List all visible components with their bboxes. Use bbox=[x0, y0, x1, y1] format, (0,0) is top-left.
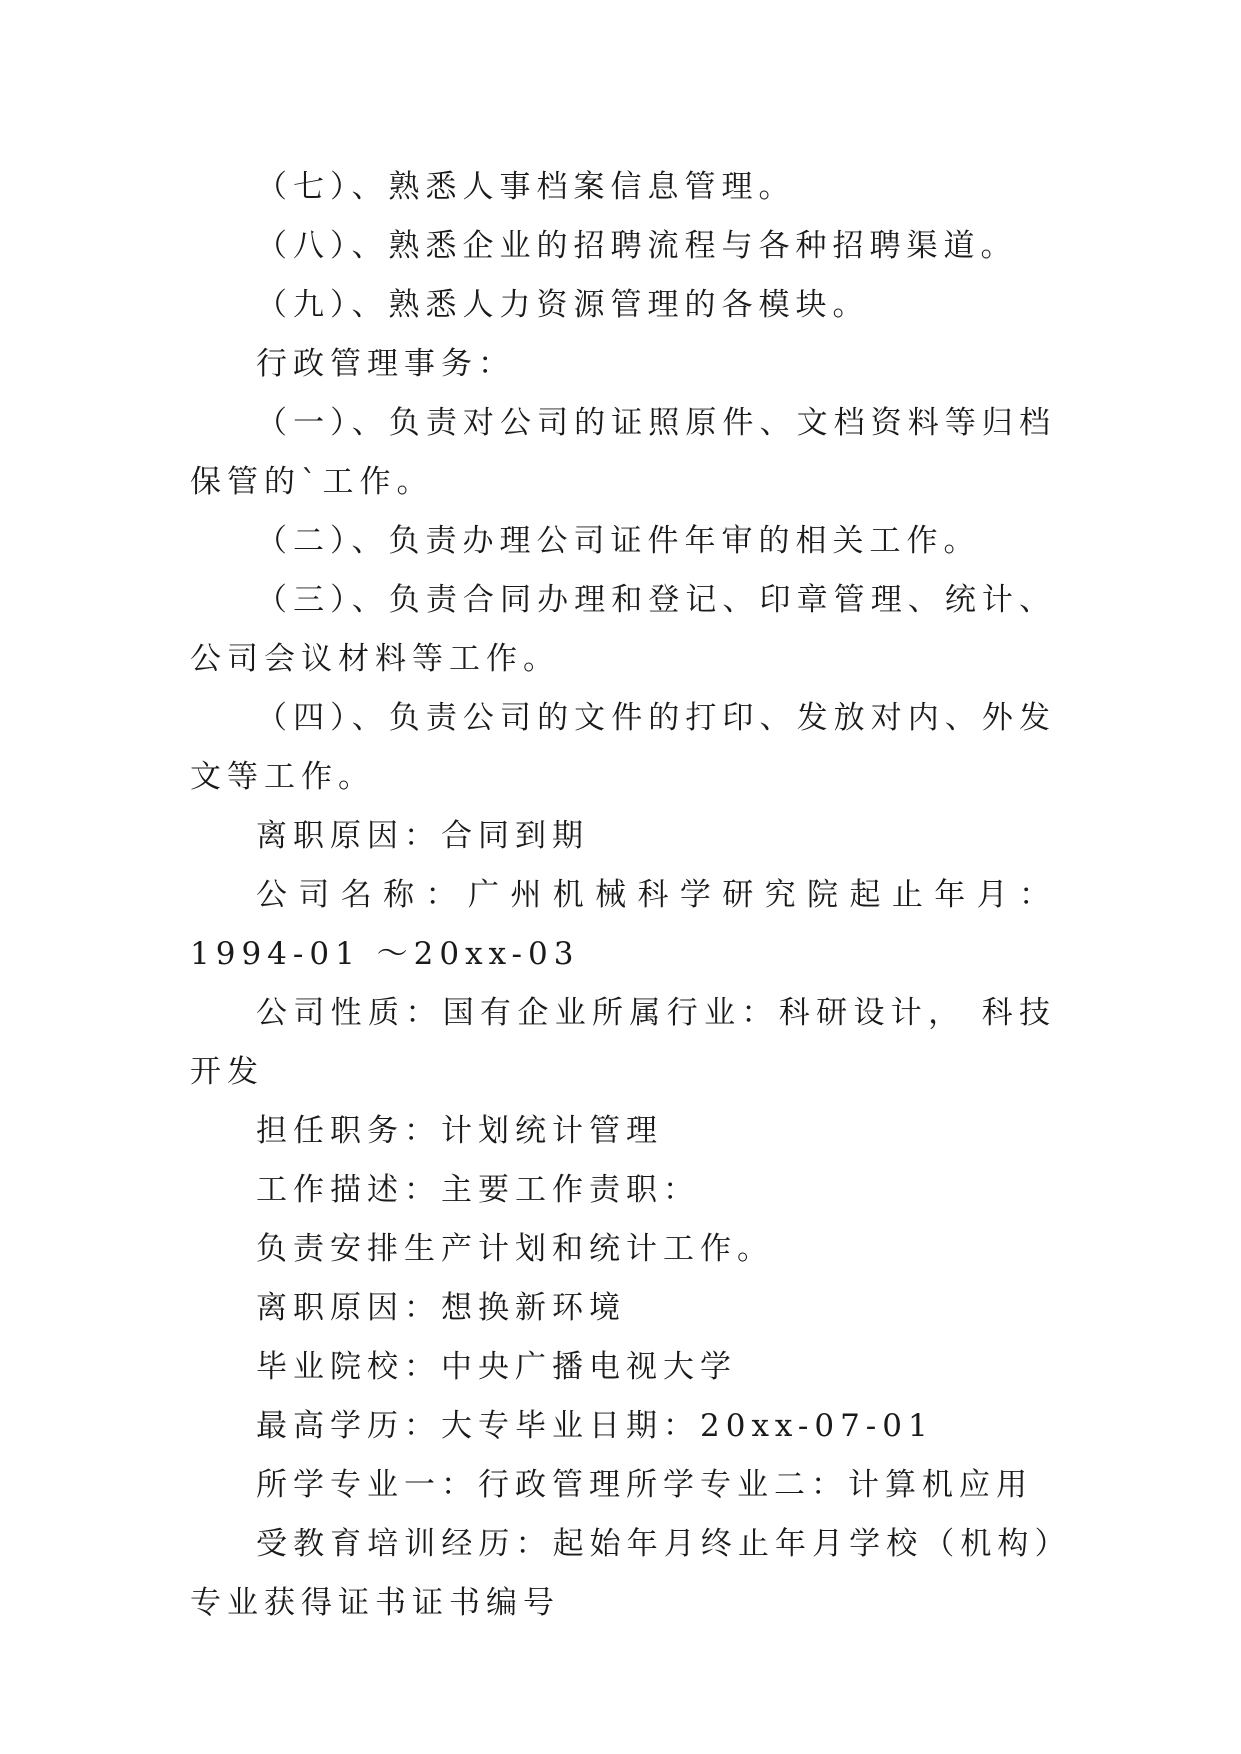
company-nature-industry: 公司性质：国有企业所属行业：科研设计， 科技开发 bbox=[190, 995, 1056, 1090]
majors: 所学专业一：行政管理所学专业二：计算机应用 bbox=[256, 1467, 1033, 1503]
job-description-heading: 工作描述：主要工作责职： bbox=[256, 1172, 700, 1208]
paragraph-1-archiving: （一）、负责对公司的证照原件、文档资料等归档保管的`工作。 bbox=[190, 405, 1056, 500]
job-description-text: 负责安排生产计划和统计工作。 bbox=[256, 1231, 774, 1267]
highest-education: 最高学历：大专毕业日期：20xx-07-01 bbox=[256, 1408, 934, 1444]
leave-reason-1: 离职原因：合同到期 bbox=[256, 818, 589, 854]
education-training-history: 受教育培训经历：起始年月终止年月学校（机构）专业获得证书证书编号 bbox=[190, 1526, 1056, 1621]
graduated-school: 毕业院校：中央广播电视大学 bbox=[256, 1349, 737, 1385]
paragraph-9-hr-modules: （九）、熟悉人力资源管理的各模块。 bbox=[256, 287, 870, 323]
paragraph-3-contracts: （三）、负责合同办理和登记、印章管理、统计、公司会议材料等工作。 bbox=[190, 582, 1056, 677]
paragraph-7-archives: （七）、熟悉人事档案信息管理。 bbox=[256, 169, 796, 205]
job-position: 担任职务：计划统计管理 bbox=[256, 1113, 663, 1149]
leave-reason-2: 离职原因：想换新环境 bbox=[256, 1290, 626, 1326]
company-name-period: 公司名称：广州机械科学研究院起止年月：1994-01 ～20xx-03 bbox=[190, 877, 1056, 972]
paragraph-2-annual-review: （二）、负责办理公司证件年审的相关工作。 bbox=[256, 523, 981, 559]
section-heading-admin: 行政管理事务： bbox=[256, 346, 515, 382]
paragraph-4-documents: （四）、负责公司的文件的打印、发放对内、外发文等工作。 bbox=[190, 700, 1056, 795]
paragraph-8-recruitment: （八）、熟悉企业的招聘流程与各种招聘渠道。 bbox=[256, 228, 1018, 264]
document-body bbox=[190, 158, 1056, 1633]
